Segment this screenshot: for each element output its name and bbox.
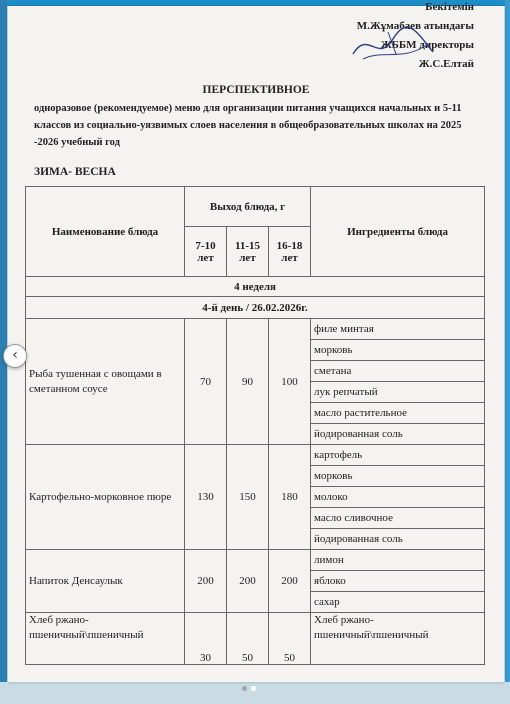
ingredient: морковь [311,340,485,361]
portion-7-10: 30 [185,613,227,665]
menu-table [25,186,485,665]
carousel-indicator [240,678,258,696]
ingredient: морковь [311,466,485,487]
ingredient: масло сливочное [311,508,485,529]
document-title: ПЕРСПЕКТИВНОЕ [202,84,310,96]
portion-11-15: 90 [227,319,269,445]
week-row: 4 неделя [26,277,485,297]
previous-image-button[interactable]: ‹ [3,344,27,368]
header-dish-name: Наименование блюда [26,187,185,277]
approval-line: Ж.С.Елтай [418,58,474,70]
ingredient: яблоко [311,571,485,592]
ingredient: йодированная соль [311,529,485,550]
portion-16-18: 180 [269,445,311,550]
carousel-dot-active[interactable] [251,686,256,691]
header-age: 16-18 лет [269,227,311,277]
dish-name: Рыба тушенная с овощами в сметанном соусе [26,319,185,445]
ingredient: масло растительное [311,403,485,424]
portion-16-18: 200 [269,550,311,613]
portion-7-10: 130 [185,445,227,550]
ingredient: сахар [311,592,485,613]
portion-11-15: 50 [227,613,269,665]
day-row: 4-й день / 26.02.2026г. [26,297,485,319]
ingredient: сметана [311,361,485,382]
ingredient: лук репчатый [311,382,485,403]
approval-line: Бекітемін [425,1,474,13]
ingredient: молоко [311,487,485,508]
header-age: 7-10 лет [185,227,227,277]
dish-name: Хлеб ржано-пшеничный\пшеничный [26,613,185,665]
dish-name: Напиток Денсаулык [26,550,185,613]
approval-line: ЖББМ директоры [380,39,474,51]
document-subtitle: одноразовое (рекомендуемое) меню для организации питания учащихся начальных и 5-11 классов из социально-уязвимых слоев населения в общеобразовательных школах на 2025 -2026 учебный год [34,103,462,148]
ingredient: йодированная соль [311,424,485,445]
portion-7-10: 200 [185,550,227,613]
approval-line: М.Жұмабаев атындағы [356,20,474,32]
portion-11-15: 200 [227,550,269,613]
ingredient: филе минтая [311,319,485,340]
ingredient: лимон [311,550,485,571]
ingredient: картофель [311,445,485,466]
header-output: Выход блюда, г [185,187,311,227]
carousel-dot[interactable] [242,686,247,691]
signature-icon [348,24,438,66]
dish-name: Картофельно-морковное пюре [26,445,185,550]
header-age: 11-15 лет [227,227,269,277]
header-ingredients: Ингредиенты блюда [311,187,485,277]
ingredient: Хлеб ржано-пшеничный\пшеничный [311,613,485,665]
portion-16-18: 100 [269,319,311,445]
portion-11-15: 150 [227,445,269,550]
portion-7-10: 70 [185,319,227,445]
portion-16-18: 50 [269,613,311,665]
window-frame-right [505,0,510,704]
season-label: ЗИМА- ВЕСНА [34,166,116,178]
